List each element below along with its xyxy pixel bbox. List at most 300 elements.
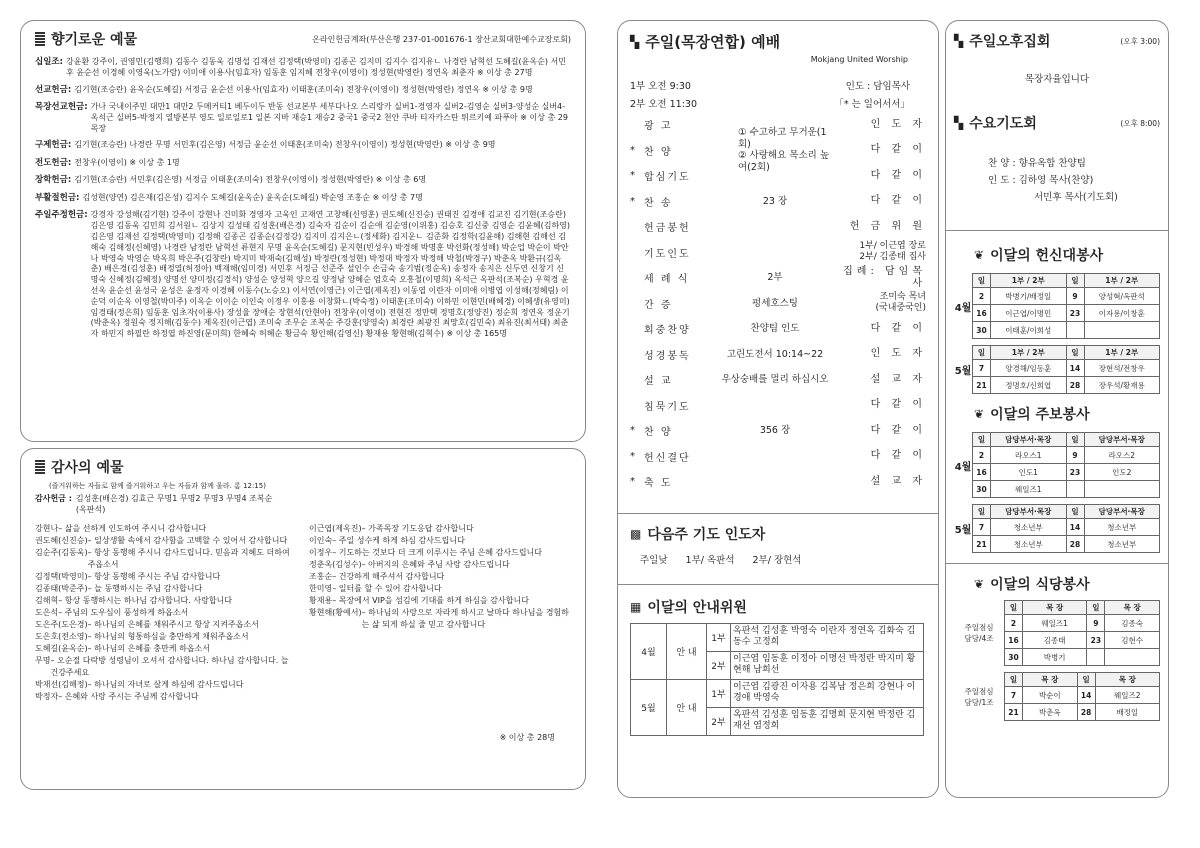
table-cell: 김현수 [1105,632,1160,649]
table-cell: 청소년부 [991,519,1067,536]
worship-row [630,367,926,393]
wednesday-lead: 인 도 : 김하영 목사(찬양) [988,175,1094,187]
thanks-right-col [309,523,569,703]
worship-item: 찬 양 [644,427,673,439]
header-cell: 1부 / 2부 [991,274,1067,288]
table-cell: 라오스1 [991,447,1067,464]
thanks-name: 박정자 [35,692,59,701]
table-cell: 김종태 [1023,632,1087,649]
devotion-may-block [954,345,1160,394]
thanks-name: 도은호(전소영) [35,632,88,641]
table-cell: 16 [973,464,991,481]
worship-item: 간 증 [644,299,673,311]
table-cell: 박순이 [1023,687,1078,704]
header-cell: 일 [973,346,991,360]
thanks-text: – 삶을 선하게 인도하여 주시니 감사합니다 [58,524,207,533]
table-cell: 28 [1066,536,1084,553]
worship-title: ▚ 주일(목장연합) 예배 [630,33,781,51]
worship-leader: 인 도 자 [870,348,926,360]
guide-part: 1부 [707,679,731,707]
wednesday-lead-2: 서민후 목사(기도회) [1034,192,1118,204]
wednesday-praise: 찬 양 : 향유옥합 찬양팀 [988,158,1086,169]
guide-row [631,679,924,707]
afternoon-time: (오후 3:00) [1120,36,1160,46]
worship-leader: 다 같 이 [870,144,926,156]
offering-section [35,85,571,96]
thanks-name: 박재선(김해정) [35,680,88,689]
table-cell: 23 [1087,632,1105,649]
header-cell: 담당부서·목장 [991,505,1067,519]
worship-item: 찬 송 [644,197,673,209]
worship-item: 헌신결단 [644,452,691,464]
table-cell: 이태훈/이희성 [991,322,1067,339]
guide-part: 2부 [707,707,731,735]
thanks-name: 권도혜(신진승) [35,536,88,545]
table-cell: 7 [1005,687,1023,704]
guide-role: 안 내 [667,623,707,679]
header-cell: 일 [1066,274,1084,288]
month-label [954,622,1004,644]
table-header [1005,673,1160,687]
kitchen-may-block [954,672,1160,721]
table-cell: 2 [973,447,991,464]
thanks-item [35,607,297,619]
offering-section [35,57,571,79]
thanks-item [309,595,569,607]
table-row [973,377,1160,394]
thanks-name: 이근엽(제옥진) [309,524,362,533]
thanks-name: 김순주(김동욱) [35,548,88,557]
table-header [973,346,1160,360]
worship-english: Mokjang United Worship [810,55,908,64]
thanks-name: 도혜길(윤옥순) [35,644,88,653]
thanks-item [35,655,297,679]
thanks-name: 김해혁 [35,596,59,605]
table-cell: 양경해/임동훈 [991,360,1067,377]
afternoon-text: 목장자율입니다 [1024,74,1090,85]
thanks-item [309,607,569,631]
table-row [973,360,1160,377]
thanks-item [35,547,297,571]
table-cell: 9 [1066,288,1084,305]
header-cell: 1부 / 2부 [991,346,1067,360]
header-cell: 목 장 [1023,673,1078,687]
section-mark-icon [35,460,45,474]
table-cell [1066,322,1084,339]
thanks-name: 황재용 [309,596,333,605]
worship-leader: 다 같 이 [870,169,926,181]
table-cell [1084,322,1160,339]
thanks-text: – 항상 동행해 주시니 감사드립니다. 믿음과 지혜도 더하여 주옵소서 [87,548,290,569]
header-cell: 일 [1066,505,1084,519]
month-label [954,521,972,536]
kitchen-table [1004,672,1160,721]
table-header [973,433,1160,447]
guide-part: 2부 [707,651,731,679]
table-cell: 장우석/황재용 [1084,377,1160,394]
thanks-text: – 목장에서 VIP을 섬김에 기대를 하게 하심을 감사합니다 [332,596,529,605]
worship-box [617,20,939,798]
thanks-name: 조홍순 [309,572,333,581]
table-cell: 청소년부 [1084,536,1160,553]
worship-row [630,342,926,368]
thanks-name: 도은석 [35,608,59,617]
offering-section-text: 가나 국내이주민 대만1 대만2 두메커티1 베두이두 반동 선교본부 세부다나오 스리랑카 실버1-경영자 실버2-김영순 실버3-양성순 실버4-옥석근 실버5-박정지 열방본부 영도 일로일로1 일본 지바 재승1 재승2 중국1 중국2 천안 쿠바 티자카스탄 튀르키예 파푸아 ※ 이상 총 29목장 [90,102,568,133]
thanks-text: – 항상 동행하시는 하나님 감사합니다. 사랑합니다 [58,596,233,605]
worship-item: 축 도 [644,478,673,490]
header-cell: 목 장 [1105,601,1160,615]
header-cell: 일 [1077,673,1095,687]
worship-item: 찬 양 [644,146,673,158]
offering-section [35,158,571,169]
worship-item: 헌금봉헌 [644,223,691,235]
offering-section-label: 목장선교헌금: [35,102,88,113]
header-cell: 일 [973,274,991,288]
thanks-item [35,631,297,643]
table-cell: 박병기/배정일 [991,288,1067,305]
offering-section-label: 십일조: [35,57,64,67]
table-row [973,288,1160,305]
table-cell [1105,649,1160,666]
worship-row [630,469,926,495]
online-account: 온라인헌금계좌(부산은행 237-01-001676-1 장산교회대한예수교장로회) [312,34,571,44]
month-label [954,458,972,473]
header-cell: 일 [1005,601,1023,615]
stand-mark: * [630,144,635,156]
header-cell: 담당부서·목장 [1084,433,1160,447]
worship-leader: 1부/ 이근엽 장로 2부/ 김종태 집사 [859,241,926,263]
worship-row [630,265,926,291]
bulletin-may-block [954,504,1160,553]
worship-leader: 설 교 자 [870,475,926,487]
header-cell: 일 [1087,601,1105,615]
thanks-text: – 늘 동행하시는 주님 감사합니다 [87,584,203,593]
month-label [954,299,972,314]
offering-section-text: 김기현(조승란) 서민후(김은영) 서정금 이태훈(조미숙) 전창우(이영이) 정성현(박영란) ※ 이상 총 6명 [74,175,427,185]
thanks-title: 감사의 예물 [35,457,571,477]
table-cell: 인도2 [1084,464,1160,481]
table-row [1005,632,1160,649]
devotion-apr-block [954,273,1160,339]
table-cell: 이자용/이창훈 [1084,305,1160,322]
month-name: 5월 [954,525,972,537]
thanks-text: – 항상 동행해 주시는 주님 감사합니다 [87,572,221,581]
header-cell: 목 장 [1095,673,1159,687]
guide-part: 1부 [707,623,731,651]
worship-item: 기도인도 [644,248,691,260]
thanks-name: 도은주(도은경) [35,620,88,629]
bulletin-title: ❦ 이달의 주보봉사 [974,407,1090,424]
next-week-first: 1부/ 옥판석 [685,554,735,566]
header-cell: 일 [1066,346,1084,360]
header-cell: 담당부서·목장 [1084,505,1160,519]
offering-section-label: 선교헌금: [35,84,72,95]
table-cell: 인도1 [991,464,1067,481]
next-week-second: 2부/ 장현석 [752,554,802,566]
table-cell: 웨일즈1 [1023,615,1087,632]
table-cell: 7 [973,360,991,377]
offering-section-text: 김성현(양연) 김은재(김은성) 김지수 도혜길(윤옥순) 윤옥순(도혜길) 박순영 조홍순 ※ 이상 총 7명 [82,192,423,202]
table-cell: 21 [973,536,991,553]
worship-row [630,316,926,342]
table-cell: 9 [1066,447,1084,464]
offering-section-label: 장학헌금: [35,175,72,186]
thanks-item [35,535,297,547]
table-cell: 정명호/신희엽 [991,377,1067,394]
table-row [973,519,1160,536]
table-cell: 양성혁/옥판석 [1084,288,1160,305]
header-cell: 일 [1066,433,1084,447]
table-row [1005,687,1160,704]
guide-names: 옥판석 김성훈 박영숙 이란자 정연옥 김화숙 김동수 고정희 [731,623,924,651]
worship-row [630,189,926,215]
offering-section [35,102,571,134]
thanks-item [35,523,297,535]
header-cell: 1부 / 2부 [1084,274,1160,288]
offering-section-label: 전도헌금: [35,157,72,168]
worship-leader: 다 같 이 [870,399,926,411]
thanks-item [35,643,297,655]
stand-mark: * [630,195,635,207]
thanks-text: – 하나님의 자녀로 살게 하심에 감사드립니다 [87,680,244,689]
wednesday-time: (오후 8:00) [1120,118,1160,128]
header-cell: 담당부서·목장 [991,433,1067,447]
thanks-text: – 주일 성수케 하게 하심 감사드립니다 [332,536,465,545]
offering-section [35,193,571,204]
thanks-item [35,619,297,631]
table-cell [1087,649,1105,666]
thanks-text: – 하나님의 은혜를 채워주시고 항상 지켜주옵소서 [87,620,259,629]
table-cell: 30 [1005,649,1023,666]
table-cell: 23 [1066,305,1084,322]
month-label [954,362,972,377]
thanks-name: 무명 [35,656,51,665]
thanks-text: – 기도하는 것보다 더 크게 이루시는 주님 은혜 감사드립니다 [332,548,543,557]
offering-section-label: 주일주정헌금: [35,210,88,221]
offering-section-text: 강경자 강성해(김기현) 강주이 강현나 건미화 경영자 고욱인 고재연 고창해(신영훈) 권도혜(신진승) 권태진 김경애 김교진 김기현(조승란) 김은영 김동욱 김민희 김서원ㄴ 김상지 김성태 김성훈(배은경) 김숙자 김순이 김순애 김순영(이위홍) 김승호 김신중 김영순 김윤혜(김하영) 김은영 김재선 김정택(박영미) 김정해 김종곤 김종순(김정강) 김지미 김지은ㄴ(정세화) 김지운ㄴ 김준화 김정학(김윤해) 김해현 김해선 김해숙 김해정(신혜영) 나경란 남정란 남혁선 류현지 무명 윤옥순(도혜길) 문지현(빈성우) 박경해 박명훈 박선화(정성해) 박순업 박순이 박안나 박영숙 박영순 박옥희 박은주(김창란) 박지미 박재숙(김해성) 박정란(정성현) 박정대 박정자 박정해 박철(박경구) 박춘옥 박환규(김옥춘) 배은경(김성훈) 배정열(허정아) 백재해(임미경) 서민후 서정금 선준주 설인수 손금숙 송기범(정순옥) 송정자 송지은 신두연 신창기 신명숙 신혜정(김혜정) 양명선 양미정(김경석) 양성순 양성혁 양으길 양정남 양혜순 엄호숙 오흥철(이명희) 옥석근 옥판석(조복순) 우혁경 윤선옥 윤순선 윤성국 윤성은 윤정자 이경혜 이동수(노승오) 이서연(이영근) 이근엽(제옥진) 이동엽 이란자 이미애 이병엽 이성해(정혜림) 이순덕 이순옥 이영철(박미주) 이옥순 이이순 이인숙 이정우 이홍용 이창화ㄴ(박숙정) 이태훈(조미숙) 이하민 이현민(배혜경) 이혜생(유영미) 임경태(정은희) 임동훈 임초자(이용사) 장성율 장애순 장현석(안현아) 전창우(이영이) 전현진 정만택 정명호(정양진) 정순희 정연옥 정운기(박춘옥) 정원숙 정지해(김동수) 제옥진(이근엽) 조미숙 조무순 조복순 주강훈(양영숙) 최경란 최광진 최망호(김민숙) 최유진(최서태) 최춘자 하민지 하필란 하정엽 하진영(문미희) 한혜숙 허혜순 황금숙 황인해(김영신) 황재용 황현해(김혁수) ※ 이상 총 165명 [90,210,571,339]
guide-month: 4월 [631,623,667,679]
thanks-item [35,679,297,691]
kitchen-table [1004,600,1160,666]
thanks-text: – 일상생활 속에서 감사함을 고백할 수 있어서 감사합니다 [87,536,288,545]
bulletin-tables [954,432,1160,553]
header-cell: 일 [1005,673,1023,687]
worship-row [630,240,926,266]
worship-content: 찬양팀 인도 [750,323,800,335]
worship-content: 356 장 [759,425,791,437]
table-cell: 30 [973,481,991,498]
worship-row [630,393,926,419]
service-time-2: 2부 오전 11:30 [630,99,697,110]
thanks-item [35,691,297,703]
offering-section [35,210,571,340]
service-lead: 인도 : 담임목사 [845,81,910,92]
table-cell: 웨일즈1 [991,481,1067,498]
thanks-item [35,583,297,595]
bullet-icon: ▚ [630,34,640,49]
bullet-icon: ▚ [954,34,964,48]
table-cell: 14 [1066,360,1084,377]
table-cell: 21 [973,377,991,394]
table-cell: 9 [1087,615,1105,632]
bullet-icon: ▦ [630,599,642,614]
thanks-text: – 하나님의 사랑으로 자라게 하시고 날마다 하나님을 경험하는 삶 되게 하실 줄 믿고 감사합니다 [361,608,569,629]
worship-content: 2부 [767,272,783,284]
offering-title: 향기로운 예물 [35,29,137,49]
stand-mark: * [630,425,635,437]
worship-item: 성경봉독 [644,350,691,362]
offering-section-label: 구제헌금: [35,140,72,151]
worship-leader: 조미숙 목녀 (국내중국인) [875,292,926,314]
table-row [973,481,1160,498]
month-name: 4월 [954,302,972,314]
thanks-text: – 주님의 도우심이 풍성하게 하옵소서 [58,608,189,617]
thanks-name: 황현해(황예서) [309,608,362,617]
section-mark-icon [35,32,45,46]
month-name: 4월 [954,461,972,473]
table-cell: 14 [1077,687,1095,704]
table-row [973,305,1160,322]
table-cell: 28 [1077,704,1095,721]
devotion-tables [954,273,1160,394]
leaf-icon: ❦ [974,577,985,592]
offering-box [20,20,586,442]
offering-section [35,140,571,151]
thanks-item [309,571,569,583]
thanks-text: – 하나님의 은혜를 충만케 하옵소서 [87,644,210,653]
next-week-title: ▩ 다음주 기도 인도자 [630,526,766,543]
thanks-text: – 가족목장 기도응답 감사합니다 [361,524,474,533]
table-cell: 7 [973,519,991,536]
stand-mark: * [630,170,635,182]
table-cell: 23 [1066,464,1084,481]
offering-section-text: 전창우(이영이) ※ 이상 총 1명 [74,157,180,167]
table-cell: 청소년부 [1084,519,1160,536]
thanks-item [35,595,297,607]
header-cell: 일 [973,433,991,447]
table-row [1005,649,1160,666]
worship-leader: 다 같 이 [870,424,926,436]
bulletin-table [972,504,1160,553]
thanks-name: 정춘옥(김성수) [309,560,362,569]
worship-content: 펑세호스팅 [752,297,798,309]
thanks-item [309,583,569,595]
month-name: 5월 [954,366,972,378]
thanks-item [309,547,569,559]
guide-names: 이근엽 김광진 이자용 김복남 정은희 강현나 이경애 박영숙 [731,679,924,707]
offering-section-label: 부활절헌금: [35,192,80,203]
wednesday-title: ▚ 수요기도회 [954,116,1037,132]
month-label [954,686,1004,708]
header-cell: 1부 / 2부 [1084,346,1160,360]
thanks-name: 이인숙 [309,536,333,545]
bullet-icon: ▚ [954,116,964,130]
kitchen-tables [954,600,1160,721]
table-cell: 2 [973,288,991,305]
thanks-name: 강현나 [35,524,59,533]
worship-leader: 다 같 이 [870,195,926,207]
offering-section [35,175,571,186]
worship-content: 23 장 [762,195,788,207]
thanks-name: 한미영 [309,584,333,593]
worship-leader: 설 교 자 [870,373,926,385]
worship-leader: 헌 금 위 원 [849,220,926,232]
thanks-offering-label: 감사헌금 : [35,494,72,503]
stand-mark: * [630,450,635,462]
guides-table [630,623,924,736]
thanks-text: – 아버지의 은혜와 주님 사랑 감사드립니다 [361,560,510,569]
table-cell: 배정일 [1095,704,1159,721]
thanks-left-col [35,523,297,703]
thanks-text: – 오순절 다락방 성령님이 오셔서 감사합니다. 하나님 감사합니다. 늘 건강주세요 [50,656,289,677]
right-column-box [945,20,1169,798]
worship-item: 세 례 식 [644,274,690,286]
worship-item: 회중찬양 [644,325,691,337]
worship-row [630,214,926,240]
kitchen-title: ❦ 이달의 식당봉사 [974,577,1090,594]
worship-row [630,291,926,317]
worship-leader: 다 같 이 [870,322,926,334]
table-cell: 16 [1005,632,1023,649]
thanks-item [309,559,569,571]
afternoon-title: ▚ 주일오후집회 [954,34,1051,50]
leaf-icon: ❦ [974,407,985,422]
thanks-name: 이정우 [309,548,333,557]
kitchen-side-label: 주일점심 담당/4조 [964,623,994,644]
thanks-total: ※ 이상 총 28명 [499,733,555,742]
table-header [973,274,1160,288]
thanks-text: – 건강하게 해주셔서 감사합니다 [332,572,445,581]
table-header [973,505,1160,519]
table-cell: 웨일즈2 [1095,687,1159,704]
table-row [1005,615,1160,632]
stand-note: 「* 는 일어서서」 [834,99,910,110]
bullet-icon: ▩ [630,526,642,541]
table-row [973,322,1160,339]
offering-section-text: 김기현(조승란) 윤옥순(도혜길) 서정금 윤순선 이용사(임효자) 이태훈(조미숙) 전창우(이영이) 정성현(박영란) 정연옥 ※ 이상 총 9명 [74,84,533,94]
table-header [1005,601,1160,615]
devotion-table [972,345,1160,394]
thanks-verse: (즐거워하는 자들로 함께 즐거워하고 우는 자들과 함께 울라. 롬 12:15) [49,482,266,490]
worship-content: 고린도전서 10:14~22 [726,348,824,360]
worship-item: 침묵기도 [644,401,691,413]
thanks-text: – 일터를 할 수 있어 감사합니다 [332,584,442,593]
thanks-name: 김종태(박준주) [35,584,88,593]
worship-order [630,112,926,495]
header-cell: 목 장 [1023,601,1087,615]
worship-row [630,444,926,470]
table-cell: 14 [1066,519,1084,536]
bulletin-apr-block [954,432,1160,498]
table-cell: 장현석/전창우 [1084,360,1160,377]
offering-section-text: 김기현(조승란) 나경란 무명 서민후(김은영) 서정금 윤순선 이태훈(조미숙) 전창우(이영이) 정성현(박영란) ※ 이상 총 9명 [74,140,496,150]
table-cell: 21 [1005,704,1023,721]
table-cell: 16 [973,305,991,322]
bulletin-table [972,432,1160,498]
table-cell: 청소년부 [991,536,1067,553]
thanks-item [35,571,297,583]
leaf-icon: ❦ [974,248,985,263]
worship-leader: 다 같 이 [870,450,926,462]
table-cell: 30 [973,322,991,339]
devotion-table [972,273,1160,339]
kitchen-side-label: 주일점심 담당/1조 [964,686,994,707]
table-cell: 2 [1005,615,1023,632]
worship-leader: 집례: 담임목사 [843,265,926,289]
thanks-item [309,523,569,535]
table-row [973,464,1160,481]
guide-month: 5월 [631,679,667,735]
